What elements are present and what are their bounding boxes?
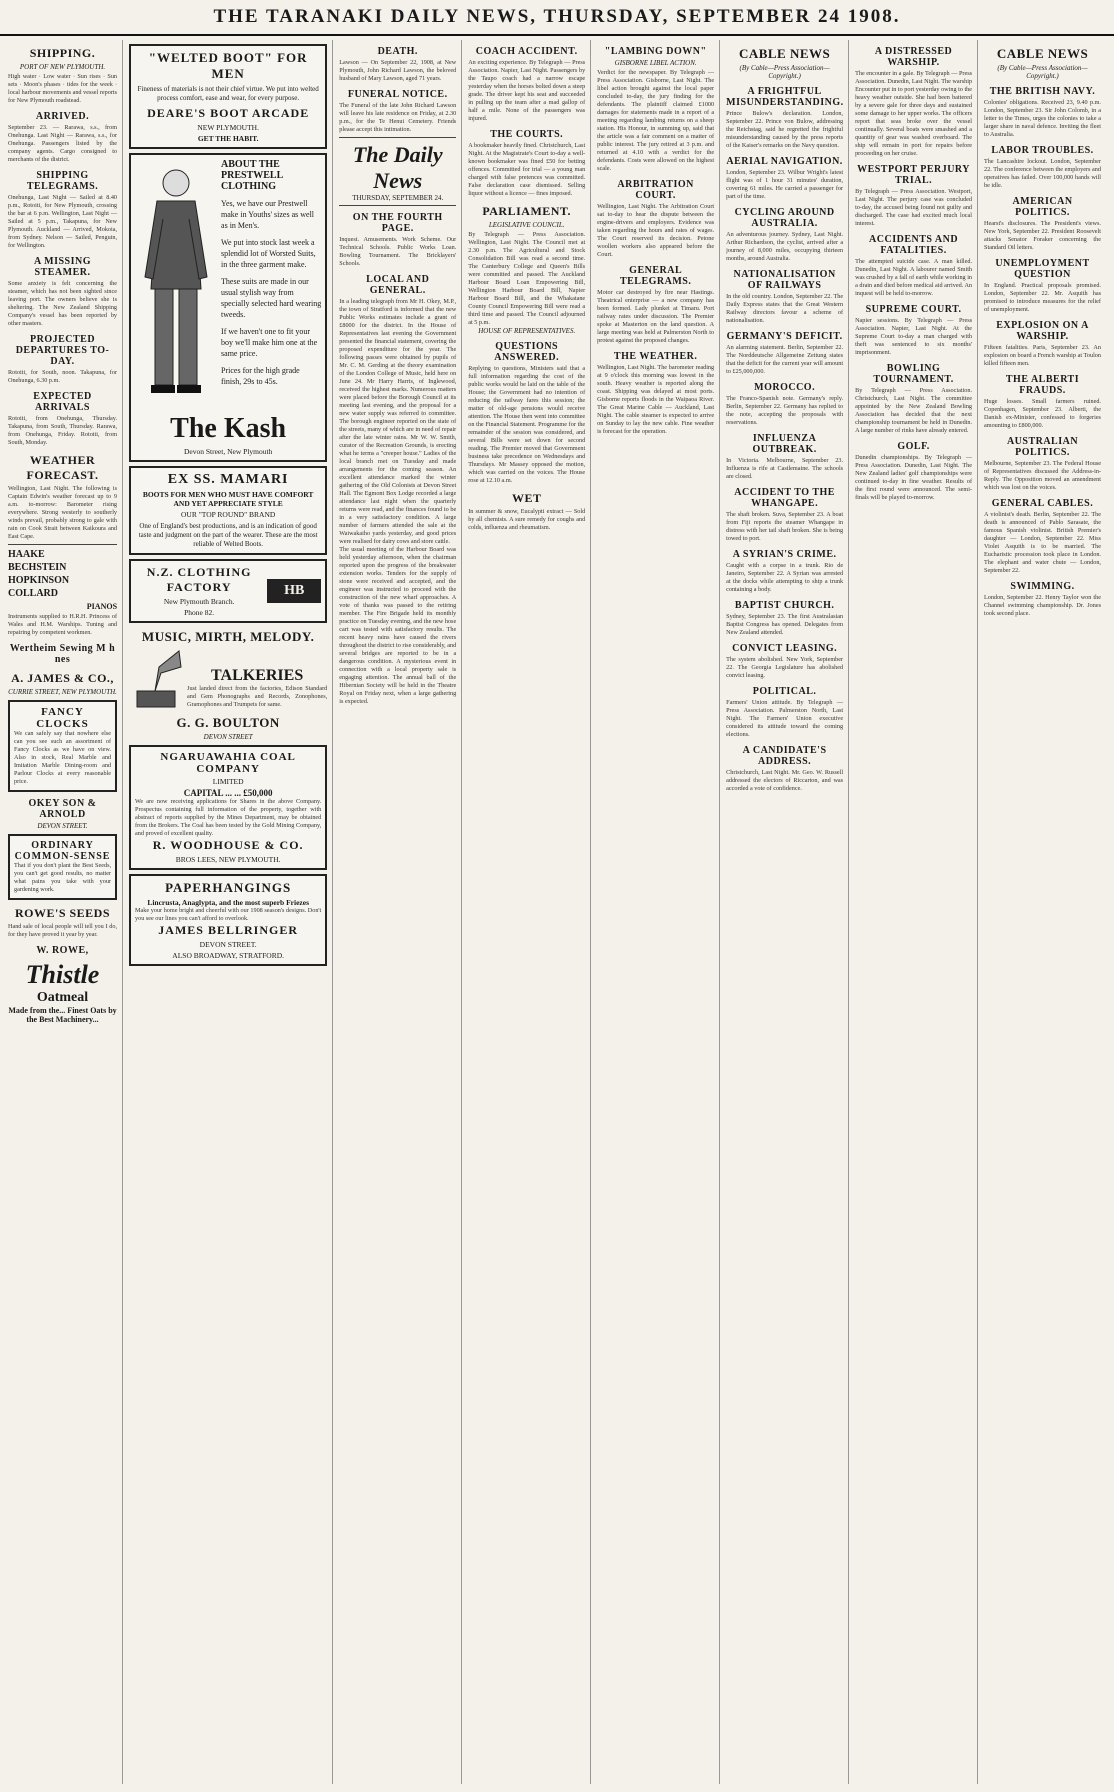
questions-heading: QUESTIONS ANSWERED. xyxy=(494,341,560,363)
mamari-sub: BOOTS FOR MEN WHO MUST HAVE COMFORT AND YET APPRECIATE STYLE xyxy=(142,490,314,508)
telegrams-heading: GENERAL TELEGRAMS. xyxy=(619,265,692,287)
weather-heading-2: THE WEATHER. xyxy=(613,351,698,362)
wet-heading: WET xyxy=(511,491,542,505)
boulton-address: DEVON STREET xyxy=(203,733,253,741)
boulton-name: G. G. BOULTON xyxy=(176,715,280,730)
filler-text: Wellington, Last Night. The following is Captain Edwin's weather forecast up to 9 a.m. to-morrow: Barometer rising everywhere. Strong westerly to southerly winds prevail, probably strong to gale with rain on Cook Strait between Kaikoura and East Cape. xyxy=(8,485,118,540)
filler-text: By Telegraph — Press Association. Christchurch, Last Night. The committee appointed by the New Zealand Bowling Association has decided that the next championship tournament be held in Dunedin. A large number of rinks have already entered. xyxy=(855,387,973,434)
departures-heading: PROJECTED DEPARTURES TO-DAY. xyxy=(15,334,110,367)
filler-text: Onehunga, Last Night — Sailed at 8.40 p.m., Rotoiti, for New Plymouth, crossing the bar at 6 p.m. Wellington, Last Night — Sailed at 5 p.m., Takapuna, for New Plymouth. Auckland — Arrived, Mokoia, from Sydney. Nelson — Sailed, Penguin, for Wellington. xyxy=(8,194,118,249)
kash-line: PRESTWELL xyxy=(221,170,284,181)
deficit-heading: GERMANY'S DEFICIT. xyxy=(726,331,843,342)
political-heading: POLITICAL. xyxy=(752,686,817,697)
fatalities-heading: ACCIDENTS AND FATALITIES. xyxy=(869,234,959,256)
golf-heading: GOLF. xyxy=(897,441,930,452)
filler-text: That if you don't plant the Best Seeds, you can't get good results, no matter what pains you take with your gardening work. xyxy=(14,862,112,893)
music-heading: MUSIC, MIRTH, MELODY. xyxy=(141,629,315,644)
bellringer-name: JAMES BELLRINGER xyxy=(158,923,298,937)
filler-text: London, September 22. Henry Taylor won the Channel swimming championship. Dr. Jones took second place. xyxy=(984,594,1101,617)
kash-line: Prices for the high grade finish, 29s to 45s. xyxy=(221,366,300,386)
clothing-factory-sub: New Plymouth Branch. xyxy=(163,597,235,606)
filler-text: An exciting experience. By Telegraph — Press Association. Napier, Last Night. Passengers by the Taupo coach had a narrow escape yesterday when the horses bolted down a steep grade. The driver kept his seat and succeeded in pulling up the team after a mad gallop of half a mile. None of the passengers was injured. xyxy=(468,59,586,122)
filler-text: Wellington, Last Night. The barometer reading at 9 o'clock this morning was lowest in the south. Heavy weather is reported along the coast. Shipping was delayed at most ports. Gisborne reports floods in the Waipaoa River. The Great Marine Cable — Auckland, Last Night. The cable steamer is expected to arrive on Sunday to lay the new cable. Fine weather is forecast for the operation. xyxy=(597,364,715,435)
talkeries-text xyxy=(187,667,327,709)
thistle-tagline: Made from the... Finest Oats by the Best Machinery... xyxy=(8,1006,117,1024)
paperhangings-sub: Lincrusta, Anaglypta, and the most superb Friezes xyxy=(147,898,309,907)
filler-text: Prince Bulow's declaration. London, September 22. Prince von Bulow, addressing the Reichstag, said he regretted the frightful misunderstanding caused by the press reports of the Kaiser's remarks on the Navy question. xyxy=(726,110,844,149)
welted-boot-tagline: GET THE HABIT. xyxy=(197,134,259,143)
supreme-court-heading: SUPREME COURT. xyxy=(865,304,962,315)
navy-heading: THE BRITISH NAVY. xyxy=(989,86,1096,97)
filler-text: Sydney, September 23. The first Australasian Baptist Congress has opened. Delegates from New Zealand attended. xyxy=(726,613,844,636)
lambing-heading: "LAMBING DOWN" xyxy=(604,46,707,57)
filler-text: The shaft broken. Suva, September 23. A boat from Fiji reports the steamer Whangape in distress with her tail shaft broken. She is being towed to port. xyxy=(726,511,844,542)
fancy-clocks-heading: FANCY CLOCKS xyxy=(36,706,89,730)
filler-text: In Victoria. Melbourne, September 23. Influenza is rife at Castlemaine. The schools are closed. xyxy=(726,457,844,480)
kash-line: ABOUT THE xyxy=(221,159,280,170)
australian-politics-heading: AUSTRALIAN POLITICS. xyxy=(1006,436,1079,458)
hb-logo: HB xyxy=(267,579,321,603)
cable-news-sub: (By Cable—Press Association—Copyright.) xyxy=(739,64,830,80)
filler-text: Wellington, Last Night. The Arbitration Court sat to-day to hear the dispute between the engine-drivers and employers. Evidence was taken regarding the hours and rates of wages. The Court reserved its decision. Petone woollen workers also appeared before the Court. xyxy=(597,203,715,258)
filler-text: Lawson — On September 22, 1908, at New Plymouth, John Richard Lawson, the beloved husband of Mary Lawson, aged 71 years. xyxy=(339,59,457,82)
column-7 xyxy=(855,40,978,1784)
wertheim-ad: Wertheim Sewing M h nes xyxy=(9,643,116,665)
piano-brand: COLLARD xyxy=(8,588,59,599)
missing-steamer-heading: A MISSING STEAMER. xyxy=(34,256,92,278)
rowe-heading: ROWE'S SEEDS xyxy=(14,906,111,920)
libel-heading: GISBORNE LIBEL ACTION. xyxy=(614,59,697,67)
filler-text: An alarming statement. Berlin, September 22. The Norddeutsche Allgemeine Zeitung states that the deficit for the current year will amount to £25,000,000. xyxy=(726,344,844,375)
filler-text: We can safely say that nowhere else can you see such an assortment of Fancy Clocks as we have on view. Also in stock, Real Marble and Imitation Marble Dining-room and Parlour Clocks at every reasonable price. xyxy=(14,730,112,785)
filler-text: September 23. — Rarawa, s.s., from Onehunga. Last Night — Rarawa, s.s., for Onehunga. Passengers listed by the company agents. Cargo consigned to merchants of the district. xyxy=(8,124,118,163)
syrian-heading: A SYRIAN'S CRIME. xyxy=(732,549,837,560)
rowe-name: W. ROWE, xyxy=(36,945,89,956)
filler-text: London, September 23. Wilbur Wright's latest flight was of 1 hour 31 minutes' duration, covering 61 miles. He carried a passenger for part of the time. xyxy=(726,169,844,200)
columns xyxy=(8,40,1106,1784)
column-2 xyxy=(129,40,333,1784)
divider xyxy=(339,137,456,138)
ordinary-ad xyxy=(8,834,117,900)
funeral-heading: FUNERAL NOTICE. xyxy=(347,89,448,100)
filler-text: Napier sessions. By Telegraph — Press Association. Napier, Last Night. At the Supreme Court to-day a man charged with theft was sentenced to six months' imprisonment. xyxy=(855,317,973,356)
filler-text: The Funeral of the late John Richard Lawson will leave his late residence on Friday, at 2.30 p.m., for the Te Henui Cemetery. Friends please accept this intimation. xyxy=(339,102,457,133)
weather-heading: WEATHER FORECAST. xyxy=(26,453,99,482)
clothing-factory-phone: Phone 82. xyxy=(184,608,215,617)
american-heading: AMERICAN POLITICS. xyxy=(1012,196,1073,218)
bellringer-address-2: ALSO BROADWAY, STRATFORD. xyxy=(172,951,284,960)
ordinary-heading: ORDINARY COMMON-SENSE xyxy=(14,840,111,862)
filler-text: In England. Practical proposals promised. London, September 22. Mr. Asquith has promised to introduce measures for the relief of unemployment. xyxy=(984,282,1101,313)
filler-text: Make your home bright and cheerful with our 1908 season's designs. Don't you see our lines you can't afford to overlook. xyxy=(135,907,322,922)
kash-line: If we haven't one to fit your boy we'll make him one at the same price. xyxy=(221,327,318,358)
filler-text: The usual meeting of the Harbour Board was held yesterday afternoon, when the chairman reported upon the progress of the breakwater extension works. Tenders for the supply of stone were received and accepted, and the engineer was instructed to proceed with the construction of the new wharf approaches. A vote of thanks was passed to the retiring member. The Fire Brigade held its monthly practice on Tuesday evening, and the new hose cart was tested with satisfactory results. The recent heavy rains have caused the rivers throughout the district to rise considerably, and several bridges are reported to be in a dangerous condition. A mysterious event in connection with a local property sale is engaging attention. The annual ball of the Hibernian Society will be held in the Theatre Royal on Friday next, when a large gathering is expected. xyxy=(339,546,457,705)
man-in-suit-illustration xyxy=(135,159,217,409)
column-8 xyxy=(984,40,1106,1784)
paper-title: The Daily News xyxy=(352,142,443,193)
bellringer-address: DEVON STREET. xyxy=(199,940,257,949)
piano-brand: HAAKE xyxy=(8,549,45,560)
paper-date: THURSDAY, SEPTEMBER 24. xyxy=(352,194,444,202)
column-4 xyxy=(468,40,591,1784)
filler-text: In a leading telegraph from Mr H. Okey, M.P., the town of Stratford is informed that the new Public Works estimates include a grant of £8000 for the district. In the House of Representatives last evening the Government presented the financial statement, covering the proposed expenditure for the year. The following passes were obtained by pupils of Mr. C. M. Gerding at the theory examination of the London College of Music, held here on June 24. Mr Harry Harris, of Inglewood, received the highest marks. Numerous matters were placed before the Borough Council at its meeting last evening, and the proposal for a new water supply was referred to committee. The borough engineer reported on the state of the streets, many of which are in need of repair after the late winter rains. Mr W. W. Smith, curator of the Recreation Grounds, is erecting what he terms a "creeper house." Ladies of the local branch met on Tuesday and made arrangements for the coming season. An excellent attendance marked the winter gathering of the Old Colonists at Devon Street Hall. The Egmont Box Lodge recorded a large attendance last night when the quarterly returns were read, and the finances found to be in a very satisfactory condition. A large number of farmers attended the sale at the Waiwakaiho yards yesterday, and good prices were realised for dairy cows and store cattle. xyxy=(339,298,457,545)
woodhouse-name: R. WOODHOUSE & CO. xyxy=(152,838,304,852)
railways-heading: NATIONALISATION OF RAILWAYS xyxy=(733,269,836,291)
filler-text: Hand sale of local people will tell you I do, for they have proved it year by year. xyxy=(8,923,118,938)
filler-text: Christchurch, Last Night. Mr. Geo. W. Russell addressed the electors of Riccarton, and was accorded a vote of confidence. xyxy=(726,769,844,792)
cycling-heading: CYCLING AROUND AUSTRALIA. xyxy=(734,207,835,229)
talkeries-title: TALKERIES xyxy=(211,667,304,684)
swimming-heading: SWIMMING. xyxy=(1010,581,1075,592)
paperhangings-ad xyxy=(129,874,327,966)
warship-heading: A DISTRESSED WARSHIP. xyxy=(874,46,953,68)
filler-text: The Franco-Spanish note. Germany's reply. Berlin, September 22. Germany has replied to the note, accepting the proposals with reservations. xyxy=(726,395,844,426)
thistle-brand: Thistle xyxy=(25,960,100,989)
filler-text: Colonies' obligations. Received 23, 9.40 p.m. London, September 23. Sir John Colomb, in a letter to the Times, urges the colonies to take a larger share in naval defence. Inviting the fleet to Australia. xyxy=(984,99,1101,138)
general-cables-heading: GENERAL CABLES. xyxy=(991,498,1094,509)
masthead: THE TARANAKI DAILY NEWS, THURSDAY, SEPTEMBER 24 1908. xyxy=(0,0,1114,36)
paperhangings-title: PAPERHANGINGS xyxy=(165,880,292,895)
filler-text: In summer & snow, Eucalypti extract — Sold by all chemists. A sure remedy for coughs and colds, influenza and rheumatism. xyxy=(468,508,586,531)
welted-boot-title: "WELTED BOOT" FOR MEN xyxy=(148,50,308,81)
kash-title: The Kash xyxy=(170,413,287,444)
council-heading: LEGISLATIVE COUNCIL. xyxy=(488,221,565,229)
oatmeal-label: Oatmeal xyxy=(36,990,89,1005)
influenza-heading: INFLUENZA OUTBREAK. xyxy=(752,433,817,455)
welted-boot-ad xyxy=(129,44,327,149)
kash-copy xyxy=(221,159,321,387)
divider xyxy=(8,544,117,545)
whangape-heading: ACCIDENT TO THE WHANGAPE. xyxy=(734,487,835,509)
mamari-body: One of England's best productions, and is an indication of good taste and judgment on the part of the wearer. These are the most reliable of Welted Boots. xyxy=(138,522,318,548)
convict-heading: CONVICT LEASING. xyxy=(732,643,838,654)
james-ad: A. JAMES & CO., xyxy=(11,671,114,685)
column-6 xyxy=(726,40,849,1784)
mamari-title: EX SS. MAMARI xyxy=(167,472,289,487)
piano-brand: BECHSTEIN xyxy=(8,562,67,573)
filler-text: Dunedin championships. By Telegraph — Press Association. Dunedin, Last Night. The New Zealand ladies' golf championships were continued to-day in fine weather. Results of the first round were announced. The semi-finals will be played to-morrow. xyxy=(855,454,973,501)
kash-line: We put into stock last week a splendid lot of Worsted Suits, in the three garment make. xyxy=(221,238,316,269)
candidate-heading: A CANDIDATE'S ADDRESS. xyxy=(742,745,827,767)
filler-text: A bookmaker heavily fined. Christchurch, Last Night. At the Magistrate's Court to-day a well-known bookmaker was fined £50 for betting offences. Committed for trial — a young man charged with false pretences was committed. False declaration case dismissed. Selling liquor without a licence — fines imposed. xyxy=(468,142,586,197)
filler-text: Motor car destroyed by fire near Hastings. Theatrical enterprise — a new company has been formed. Lady plunket at Timaru. Port railway rates under discussion. The Premier spoke at Masterton on the land question. A large meeting was held at Palmerston North to protest against the proposed changes. xyxy=(597,289,715,344)
mamari-ad xyxy=(129,466,327,555)
kash-body xyxy=(135,159,321,409)
coal-company-sub: LIMITED xyxy=(212,777,244,786)
labour-heading: LABOR TROUBLES. xyxy=(991,145,1094,156)
james-address: CURRIE STREET, NEW PLYMOUTH. xyxy=(8,688,117,696)
morocco-heading: MOROCCO. xyxy=(754,382,816,393)
okey-heading: OKEY SON & ARNOLD xyxy=(28,798,97,820)
parliament-heading: PARLIAMENT. xyxy=(482,204,572,218)
woodhouse-address: BROS LEES, NEW PLYMOUTH. xyxy=(175,855,281,864)
filler-text: Fifteen fatalities. Paris, September 23. An explosion on board a French warship at Toulon killed fifteen men. xyxy=(984,344,1101,367)
local-general-heading: LOCAL AND GENERAL. xyxy=(366,274,430,296)
filler-text: By Telegraph — Press Association. Westport, Last Night. The perjury case was concluded to-day, the accused being found not guilty and discharged. The case had excited much local interest. xyxy=(855,188,973,227)
talkeries-ad xyxy=(129,647,327,709)
filler-text: High water · Low water · Sun rises · Sun sets · Moon's phases · tides for the week · local harbour movements and vessel reports for New Plymouth roadstead. xyxy=(8,73,118,104)
filler-text: Huge losses. Small farmers ruined. Copenhagen, September 23. Alberti, the Danish ex-Minister, confessed to forgeries amounting to £800,000. xyxy=(984,398,1101,429)
arbitration-heading: ARBITRATION COURT. xyxy=(617,179,694,201)
baptist-heading: BAPTIST CHURCH. xyxy=(734,600,835,611)
filler-text: Rotoiti, from Onehunga, Thursday. Takapuna, from South, Thursday. Rarawa, from Onehunga, Friday. Rotoiti, from South, Monday. xyxy=(8,415,118,446)
filler-text: Rotoiti, for South, noon. Takapuna, for Onehunga, 6.30 p.m. xyxy=(8,369,118,384)
filler-text: Just landed direct from the factories, Edison Standard and Gem Phonographs and Records, Zonophones, Gramophones and Trumpets for same. xyxy=(187,685,328,708)
coach-accident-heading: COACH ACCIDENT. xyxy=(475,46,578,57)
deaths-heading: DEATH. xyxy=(377,46,418,57)
kash-ad xyxy=(129,153,327,462)
filler-text: Verdict for the newspaper. By Telegraph — Press Association. Gisborne, Last Night. The libel action brought against the local paper concluded to-day, the jury finding for the defendants. The plaintiff claimed £1000 damages for statements made in a report of a meeting regarding lambing returns on a sheep station. His Honour, in summing up, said that the article was a fair comment on a matter of public interest. The jury retired at 3 p.m. and returned at 4.10 with a verdict for the defendants. Costs were allowed on the highest scale. xyxy=(597,69,715,172)
pianos-tag: PIANOS xyxy=(86,602,118,611)
column-1 xyxy=(8,40,123,1784)
perjury-heading: WESTPORT PERJURY TRIAL. xyxy=(857,164,971,186)
aerial-heading: AERIAL NAVIGATION. xyxy=(726,156,843,167)
filler-text: Instruments supplied to H.R.H. Princess of Wales and H.M. Warships. Tuning and repairing by competent workmen. xyxy=(8,613,118,636)
filler-text: An adventurous journey. Sydney, Last Night. Arthur Richardson, the cyclist, arrived after a journey of 8,000 miles, occupying thirteen months, around Australia. xyxy=(726,231,844,262)
port-line: PORT OF NEW PLYMOUTH. xyxy=(19,63,106,71)
filler-text: Inquest. Amusements. Work Scheme. Our Technical Schools. Public Works Loan. Bowling Tournament. The Bricklayers' Schools. xyxy=(339,236,457,267)
filler-text: The encounter in a gale. By Telegraph — Press Association. Dunedin, Last Night. The warship Encounter put in to port yesterday owing to the heavy weather outside. She had been battered by a severe gale for three days and sustained some damage to her upper works. The officers report that seas broke over the vessel continually. Several boats were smashed and a quantity of gear was washed overboard. The ship will remain in port for repairs before proceeding on her cruise. xyxy=(855,70,973,157)
filler-text: The Lancashire lockout. London, September 22. The conference between the employers and operatives has failed. Over 100,000 hands will be idle. xyxy=(984,158,1101,189)
column-3 xyxy=(339,40,462,1784)
welted-boot-body: Fineness of materials is not their chief virtue. We put into welted process comfort, ease and wear, for every purpose. xyxy=(137,85,319,102)
filler-text: Hearst's disclosures. The President's views. New York, September 22. President Roosevelt attacks Senator Foraker concerning the Standard Oil letters. xyxy=(984,220,1101,251)
kash-address: Devon Street, New Plymouth xyxy=(183,447,273,456)
shipping-telegrams-heading: SHIPPING TELEGRAMS. xyxy=(26,170,99,192)
filler-text: Farmers' Union attitude. By Telegraph — Press Association. Palmerston North, Last Night. The Farmers' Union executive considered its attitude toward the coming elections. xyxy=(726,699,844,738)
clothing-factory-title: N.Z. CLOTHING FACTORY xyxy=(146,565,252,594)
fancy-clocks-ad xyxy=(8,700,117,792)
coal-company-capital: CAPITAL ... ... £50,000 xyxy=(183,788,273,798)
filler-text: Some anxiety is felt concerning the steamer, which has not been sighted since leaving port. The owners believe she is sheltering. The New Zealand Shipping Company's vessel has been reported by other masters. xyxy=(8,280,118,327)
filler-text: We are now receiving applications for Shares in the above Company. Prospectus containing full information of the property, together with abstract of reports supplied by the Mines Department, may be obtained from the Brokers. The Coal has been tested by the Gold Mining Company, and proved of excellent quality. xyxy=(135,798,322,837)
cable-news-heading: CABLE NEWS xyxy=(738,46,831,61)
pianos-ad xyxy=(8,548,117,613)
filler-text: A violinist's death. Berlin, September 22. The death is announced of Pablo Sarasate, the famous Spanish violinist. British Premier's daughter — London, September 22. Miss Violet Asquith is to be married. The Eucharistic procession took place in London. The elephant and water chute — London, September 22. xyxy=(984,511,1101,574)
filler-text: The system abolished. New York, September 22. The Georgia Legislature has abolished convict leasing. xyxy=(726,656,844,679)
clothing-factory-ad xyxy=(129,559,327,623)
courts-heading: THE COURTS. xyxy=(490,129,564,140)
misunderstanding-heading: A FRIGHTFUL MISUNDERSTANDING. xyxy=(726,86,844,108)
gramophone-illustration xyxy=(129,647,183,709)
welted-boot-brand: DEARE'S BOOT ARCADE xyxy=(147,106,310,120)
shipping-heading: SHIPPING. xyxy=(29,46,96,60)
cable-news-heading-2: CABLE NEWS xyxy=(996,46,1089,61)
filler-text: The attempted suicide case. A man killed. Dunedin, Last Night. A labourer named Smith was crushed by a fall of earth while working in a drain and died before medical aid arrived. An inquest will be held to-morrow. xyxy=(855,258,973,297)
cable-news-sub-2: (By Cable—Press Association—Copyright.) xyxy=(997,64,1088,80)
divider xyxy=(339,205,456,206)
welted-boot-address: NEW PLYMOUTH. xyxy=(197,123,259,132)
mamari-brand: OUR "TOP ROUND" BRAND xyxy=(181,510,276,519)
filler-text: Caught with a corpse in a trunk. Rio de Janeiro, September 22. A Syrian was arrested at the docks while attempting to ship a trunk containing a body. xyxy=(726,562,844,593)
clothing-factory-text xyxy=(135,565,263,617)
coal-company-ad xyxy=(129,745,327,870)
filler-text: Replying to questions, Ministers said that a full information regarding the cost of the public works would be laid on the table of the House; the Government had no intention of reducing the railway fares this session; the matter of old-age pensions would receive attention. The House then went into committee on the Financial Statement. Programme for the remainder of the session was considered, and several Bills were set down for second reading. The Premier moved that Government business take precedence on Wednesdays and Thursdays. Mr Massey opposed the motion, which was carried on the voices. The House rose at 12.10 a.m. xyxy=(468,365,586,484)
bowling-heading: BOWLING TOURNAMENT. xyxy=(873,363,954,385)
fourth-page-heading: ON THE FOURTH PAGE. xyxy=(352,212,443,234)
kash-line: Yes, we have our Prestwell make in Youths' sizes as well as in Men's. xyxy=(221,199,315,230)
column-5 xyxy=(597,40,720,1784)
alberti-heading: THE ALBERTI FRAUDS. xyxy=(1005,374,1080,396)
explosion-heading: EXPLOSION ON A WARSHIP. xyxy=(996,320,1089,342)
filler-text: Melbourne, September 23. The Federal House of Representatives discussed the Address-in-Reply. The Opposition moved an amendment which was lost on the voices. xyxy=(984,460,1101,491)
reps-heading: HOUSE OF REPRESENTATIVES. xyxy=(478,327,576,335)
unemployment-heading: UNEMPLOYMENT QUESTION xyxy=(995,258,1090,280)
filler-text: By Telegraph — Press Association. Wellington, Last Night. The Council met at 2.30 p.m. The Agricultural and Stock Consolidation Bill was read a second time. The Canterbury College and Queen's Bills were committed and passed. The Auckland Harbour Board Loan Empowering Bill, Wellington Harbour Board Bill, Napier Harbour Board Bill, and the Whakatane County Council Empowering Bill were read a third time and passed. The Council adjourned at 5 p.m. xyxy=(468,231,586,326)
okey-sub: DEVON STREET. xyxy=(37,822,88,830)
coal-company-title: NGARUAWAHIA COAL COMPANY xyxy=(160,751,296,775)
kash-line: CLOTHING xyxy=(221,181,277,192)
arrived-heading: ARRIVED. xyxy=(35,111,90,122)
filler-text: In the old country. London, September 22. The Daily Express states that the Great Western Railway directors favour a scheme of nationalisation. xyxy=(726,293,844,324)
piano-brand: HOPKINSON xyxy=(8,575,70,586)
kash-line: These suits are made in our usual stylish way from specially selected hard wearing tweeds. xyxy=(221,277,322,319)
expected-heading: EXPECTED ARRIVALS xyxy=(33,391,92,413)
